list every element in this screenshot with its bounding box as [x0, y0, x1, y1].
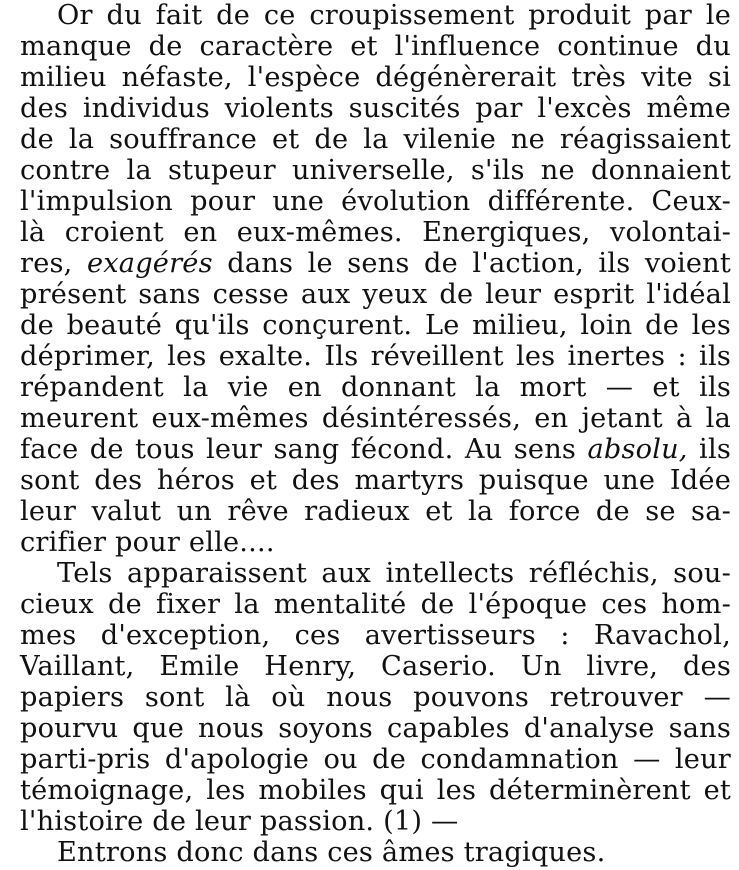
- text-line: [20, 651, 731, 682]
- text-segment: l'histoire de leur passion. (1) —: [20, 806, 459, 837]
- paragraph: [20, 837, 731, 868]
- text-segment: papiers sont là où nous pouvons retrouver —: [20, 682, 731, 713]
- text-line: [20, 620, 731, 651]
- text-line: [20, 124, 731, 155]
- text-line: [20, 310, 731, 341]
- text-segment: des individus violents suscités par l'excès même: [20, 93, 731, 124]
- text-segment: meurent eux-mêmes désintéressés, en jetant à la: [20, 403, 731, 434]
- text-segment: sont des héros et des martyrs puisque une Idée: [20, 465, 731, 496]
- text-segment: cieux de fixer la mentalité de l'époque ces hom-: [20, 589, 731, 620]
- text-segment: Entrons donc dans ces âmes tragiques.: [57, 837, 606, 868]
- text-segment: témoignage, les mobiles qui les déterminèrent et: [20, 775, 731, 806]
- text-segment: crifier pour elle....: [20, 527, 275, 558]
- text-segment: dans le sens de l'action, ils voient: [212, 248, 731, 279]
- text-segment: pourvu que nous soyons capables d'analyse sans: [20, 713, 731, 744]
- text-line: [20, 837, 731, 868]
- text-segment: manque de caractère et l'influence continue du: [20, 31, 731, 62]
- text-line: [20, 279, 731, 310]
- text-line: [20, 744, 731, 775]
- text-segment: l'impulsion pour une évolution différente. Ceux-: [20, 186, 731, 217]
- text-segment: ils: [687, 434, 731, 465]
- text-line: [20, 496, 731, 527]
- document-page: [20, 0, 731, 868]
- text-line: [20, 186, 731, 217]
- text-line: [20, 0, 731, 31]
- text-segment: milieu néfaste, l'espèce dégénèrerait très vite si: [20, 62, 731, 93]
- text-segment: là croient en eux-mêmes. Energiques, volontai-: [20, 217, 731, 248]
- text-segment: de beauté qu'ils conçurent. Le milieu, loin de les: [20, 310, 731, 341]
- paragraph: [20, 558, 731, 837]
- text-line: [20, 558, 731, 589]
- text-segment: répandent la vie en donnant la mort — et ils: [20, 372, 731, 403]
- text-line: [20, 806, 731, 837]
- text-line: [20, 93, 731, 124]
- text-segment: Vaillant, Emile Henry, Caserio. Un livre, des: [20, 651, 731, 682]
- italic-text: absolu,: [587, 434, 688, 465]
- text-line: [20, 589, 731, 620]
- text-segment: parti-pris d'apologie ou de condamnation — leur: [20, 744, 731, 775]
- text-segment: mes d'exception, ces avertisseurs : Ravachol,: [20, 620, 731, 651]
- text-segment: contre la stupeur universelle, s'ils ne donnaient: [20, 155, 731, 186]
- text-line: [20, 62, 731, 93]
- text-segment: face de tous leur sang fécond. Au sens: [20, 434, 588, 465]
- text-segment: déprimer, les exalte. Ils réveillent les inertes : ils: [20, 341, 731, 372]
- text-segment: présent sans cesse aux yeux de leur esprit l'idéal: [20, 279, 731, 310]
- text-line: [20, 31, 731, 62]
- text-line: [20, 434, 731, 465]
- text-segment: leur valut un rêve radieux et la force de se sa-: [20, 496, 731, 527]
- text-line: [20, 527, 731, 558]
- text-line: [20, 341, 731, 372]
- text-line: [20, 775, 731, 806]
- text-segment: Or du fait de ce croupissement produit par le: [57, 0, 731, 31]
- paragraph: [20, 0, 731, 558]
- text-line: [20, 248, 731, 279]
- italic-text: exagérés: [86, 248, 213, 279]
- text-line: [20, 403, 731, 434]
- text-line: [20, 155, 731, 186]
- text-line: [20, 713, 731, 744]
- text-line: [20, 372, 731, 403]
- text-line: [20, 682, 731, 713]
- text-line: [20, 465, 731, 496]
- text-line: [20, 217, 731, 248]
- text-segment: res,: [20, 248, 87, 279]
- text-segment: de la souffrance et de la vilenie ne réagissaient: [20, 124, 731, 155]
- text-segment: Tels apparaissent aux intellects réfléchis, sou-: [57, 558, 731, 589]
